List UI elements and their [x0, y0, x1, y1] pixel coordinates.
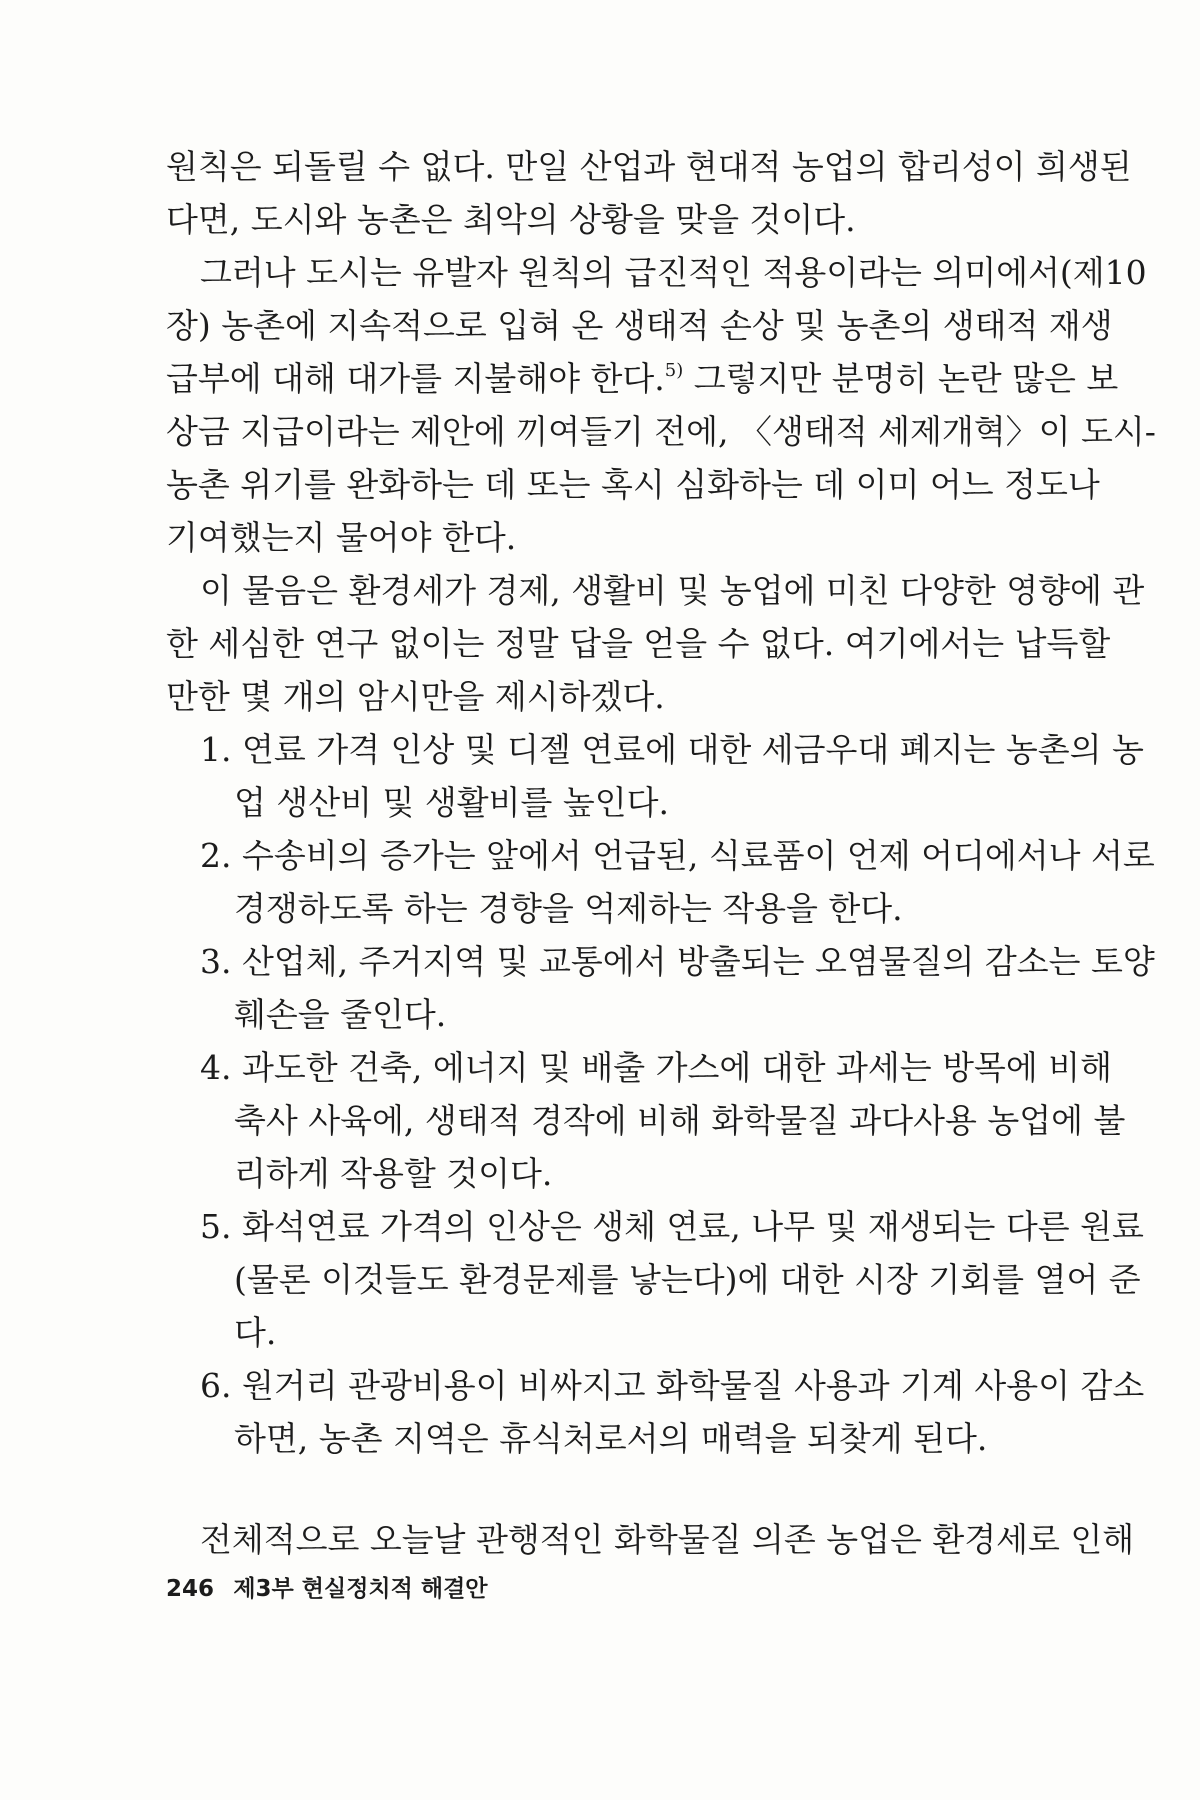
list-item-2-line: 경쟁하도록 하는 경향을 억제하는 작용을 한다.: [234, 889, 903, 928]
page-footer: [166, 1570, 488, 1603]
list-item-6-line: 6. 원거리 관광비용이 비싸지고 화학물질 사용과 기계 사용이 감소: [200, 1366, 1145, 1405]
page-number: 246: [166, 1576, 215, 1602]
text-line: 한 세심한 연구 없이는 정말 답을 얻을 수 없다. 여기에서는 납득할: [166, 624, 1111, 663]
text-line: 그러나 도시는 유발자 원칙의 급진적인 적용이라는 의미에서(제10: [200, 253, 1147, 292]
body-text: [166, 140, 1156, 1566]
footnote-marker: 5): [664, 360, 684, 381]
list-item-1-line: 업 생산비 및 생활비를 높인다.: [234, 783, 669, 822]
text-line: 원칙은 되돌릴 수 없다. 만일 산업과 현대적 농업의 합리성이 희생된: [166, 147, 1132, 186]
list-item-3-line: 3. 산업체, 주거지역 및 교통에서 방출되는 오염물질의 감소는 토양: [200, 942, 1155, 981]
list-item-4-line: 축사 사육에, 생태적 경작에 비해 화학물질 과다사용 농업에 불: [234, 1101, 1126, 1140]
list-item-5-line: 다.: [234, 1313, 277, 1352]
text-line: 만한 몇 개의 암시만을 제시하겠다.: [166, 677, 665, 716]
running-footer-title: 제3부 현실정치적 해결안: [233, 1576, 488, 1602]
text-line: 이 물음은 환경세가 경제, 생활비 및 농업에 미친 다양한 영향에 관: [200, 571, 1145, 610]
text-line: 상금 지급이라는 제안에 끼여들기 전에, 〈생태적 세제개혁〉이 도시-: [166, 412, 1156, 451]
text-segment: 급부에 대해 대가를 지불해야 한다.: [166, 359, 665, 398]
list-item-5-line: 5. 화석연료 가격의 인상은 생체 연료, 나무 및 재생되는 다른 원료: [200, 1207, 1144, 1246]
text-segment: 그렇지만 분명히 논란 많은 보: [683, 359, 1119, 398]
text-line: 다면, 도시와 농촌은 최악의 상황을 맞을 것이다.: [166, 200, 856, 239]
text-line: 기여했는지 물어야 한다.: [166, 518, 517, 557]
text-line-with-footnote: [166, 352, 1119, 405]
list-item-1-line: 1. 연료 가격 인상 및 디젤 연료에 대한 세금우대 폐지는 농촌의 농: [200, 730, 1144, 769]
list-item-3-line: 훼손을 줄인다.: [234, 995, 447, 1034]
list-item-2-line: 2. 수송비의 증가는 앞에서 언급된, 식료품이 언제 어디에서나 서로: [200, 836, 1155, 875]
list-item-4-line: 리하게 작용할 것이다.: [234, 1154, 553, 1193]
text-line: 장) 농촌에 지속적으로 입혀 온 생태적 손상 및 농촌의 생태적 재생: [166, 306, 1113, 345]
text-line: 농촌 위기를 완화하는 데 또는 혹시 심화하는 데 이미 어느 정도나: [166, 465, 1100, 504]
list-item-4-line: 4. 과도한 건축, 에너지 및 배출 가스에 대한 과세는 방목에 비해: [200, 1048, 1112, 1087]
list-item-5-line: (물론 이것들도 환경문제를 낳는다)에 대한 시장 기회를 열어 준: [234, 1260, 1141, 1299]
section-gap: [166, 1465, 1066, 1513]
text-line: 전체적으로 오늘날 관행적인 화학물질 의존 농업은 환경세로 인해: [200, 1520, 1135, 1559]
numbered-list: [166, 723, 1155, 1465]
list-item-6-line: 하면, 농촌 지역은 휴식처로서의 매력을 되찾게 된다.: [234, 1419, 988, 1458]
